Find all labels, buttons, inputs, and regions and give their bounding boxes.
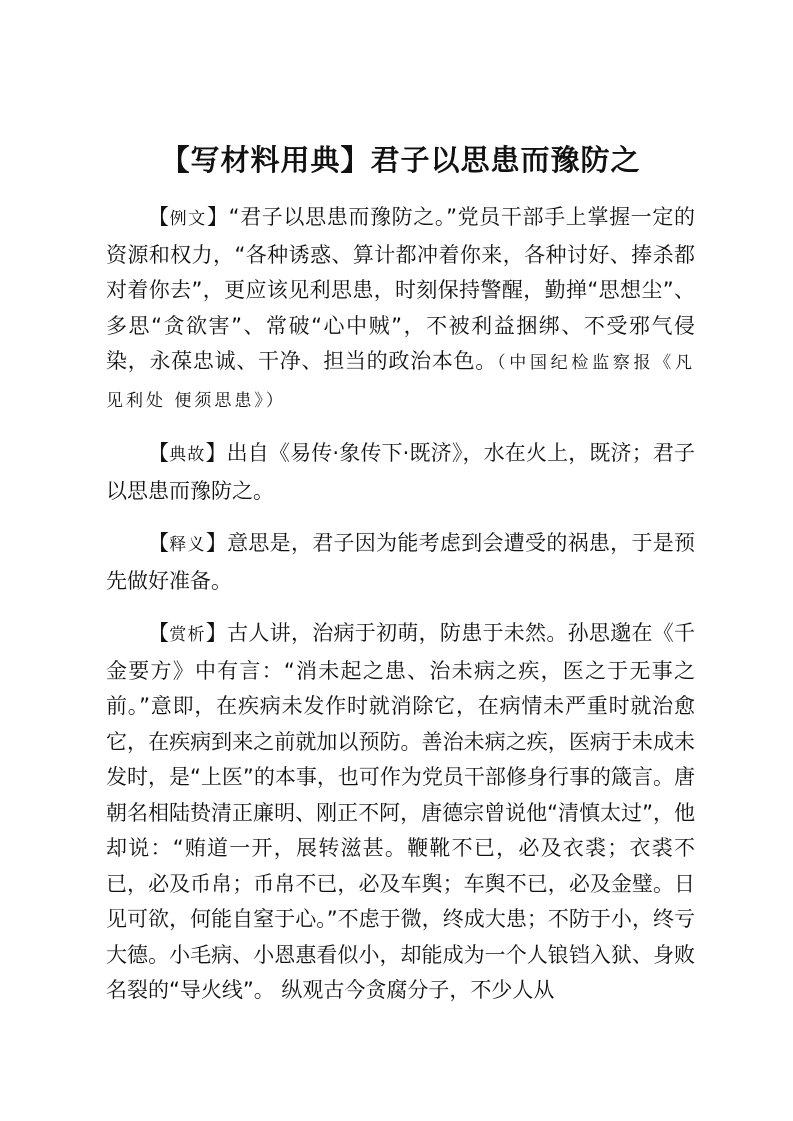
example-tag: [148, 205, 229, 229]
tag-label: 典故: [169, 445, 206, 465]
tag-bracket-close: 】: [205, 441, 227, 465]
tag-label: 例文: [169, 209, 207, 229]
allusion-paragraph: [106, 436, 695, 509]
meaning-paragraph: [106, 526, 695, 599]
allusion-body: 出自《易传·象传下·既济》，水在火上，既济；君子以思患而豫防之。: [106, 441, 696, 503]
tag-bracket-close: 】: [205, 621, 228, 645]
tag-bracket-close: 】: [205, 531, 228, 555]
appreciation-paragraph: [106, 616, 695, 1009]
tag-bracket-open: 【: [148, 205, 170, 229]
tag-bracket-open: 【: [148, 441, 170, 465]
tag-bracket-open: 【: [148, 621, 170, 645]
allusion-tag: [148, 441, 227, 465]
document-title: 【写材料用典】君子以思患而豫防之: [160, 143, 641, 177]
meaning-tag: [148, 531, 227, 555]
meaning-body: 意思是，君子因为能考虑到会遭受的祸患，于是预先做好准备。: [106, 531, 696, 593]
appreciation-body: 古人讲，治病于初萌，防患于未然。孙思邈在《千金要方》中有言：“消未起之患、治未病之疾，医之于无事之前。”意即，在疾病未发作时就消除它，在病情未严重时就治愈它，在疾病到来之前就加以预防。善治未病之疾，医病于未成未发时，是“上医”的本事，也可作为党员干部修身行事的箴言。唐朝名相陆贽清正廉明、刚正不阿，唐德宗曾说他“清慎太过”，他却说：“贿道一开，展转滋甚。鞭靴不已，必及衣裘；衣裘不已，必及币帛；币帛不已，必及车舆；车舆不已，必及金璧。日见可欲，何能自窒于心。”不虑于微，终成大患；不防于小，终亏大德。小毛病、小恩惠看似小，却能成为一个人锒铛入狱、身败名裂的“导火线”。 纵观古今贪腐分子，不少人从: [106, 621, 696, 1002]
tag-bracket-open: 【: [148, 531, 170, 555]
appreciation-tag: [148, 621, 227, 645]
tag-label: 释义: [169, 535, 206, 555]
tag-label: 赏析: [169, 625, 206, 645]
example-source: （中国纪检监察报《凡见利处 便须思患》）: [106, 353, 695, 411]
tag-bracket-close: 】: [206, 205, 229, 229]
example-body: “君子以思患而豫防之。”党员干部手上掌握一定的资源和权力，“各种诱惑、算计都冲着你来，各种讨好、捧杀都对着你去”，更应该见利思患，时刻保持警醒，勤掸“思想尘”、多思“贪欲害”、常破“心中贼”，不被利益捆绑、不受邪气侵染，永葆忠诚、干净、担当的政治本色。: [106, 205, 696, 373]
example-paragraph: [106, 200, 695, 419]
